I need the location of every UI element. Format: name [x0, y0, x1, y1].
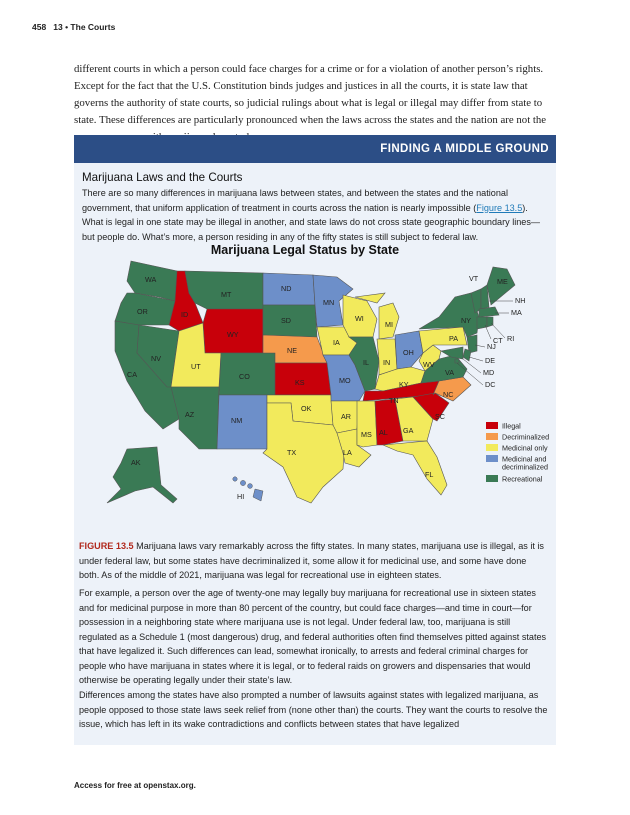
label-CT: CT	[493, 336, 503, 345]
legend-label-recreational: Recreational	[502, 474, 543, 484]
label-ND: ND	[281, 284, 292, 293]
legend-item-illegal	[486, 422, 521, 431]
legend-item-decriminalized	[486, 433, 549, 442]
label-NJ: NJ	[487, 342, 496, 351]
label-OR: OR	[137, 307, 148, 316]
state-CT	[477, 317, 487, 329]
running-header	[32, 22, 115, 32]
label-MA: MA	[511, 308, 522, 317]
state-ME	[487, 267, 515, 305]
p1-text-end: ). What is legal in one state may be illegal in another, and state laws do not cross state geographic boundary lines—but people do. What’s more, a person residing in any of the fifty states is still subject to federal law.	[82, 202, 540, 242]
feature-paragraph-2: For example, a person over the age of twenty-one may legally buy marijuana for recreational use in sixteen states and for medicinal purpose in more than 80 percent of the country, but could face charges—and time in court—for possession in a neighboring state where marijuana use is not legal. Under federal law, too, marijuana is still regulated as a Schedule 1 (most dangerous) drug, and federal authorities often find themselves pitted against states that have legalized it. Such differences can lead, somewhat ironically, to arrests and federal criminal charges for people who have marijuana in states where it is legal, or to federal raids on growers and dispensaries that would otherwise be operating legally under their state’s law.	[79, 588, 547, 685]
label-MN: MN	[323, 298, 335, 307]
state-MA	[479, 307, 499, 317]
label-NV: NV	[151, 354, 161, 363]
label-GA: GA	[403, 426, 414, 435]
state-MD	[441, 347, 463, 359]
state-DC	[455, 359, 459, 363]
label-CO: CO	[239, 372, 250, 381]
state-IN	[377, 339, 397, 375]
label-TN: TN	[389, 396, 399, 405]
label-PA: PA	[449, 334, 459, 343]
state-AK	[107, 447, 177, 503]
label-FL: FL	[425, 470, 434, 479]
state-FL	[383, 441, 447, 495]
label-WV: WV	[423, 360, 435, 369]
label-WY: WY	[227, 330, 239, 339]
label-LA: LA	[343, 448, 352, 457]
p1-text: There are so many differences in marijuana laws between states, and between the states and the national government, that uniform application of treatment in courts across the nation is nearly impossible (	[82, 188, 508, 213]
legend-label-decriminalized-2: decriminalized	[502, 462, 548, 472]
label-MO: MO	[339, 376, 351, 385]
state-DE	[463, 349, 471, 361]
label-OH: OH	[403, 348, 414, 357]
label-ME: ME	[497, 277, 508, 286]
label-WI: WI	[355, 314, 364, 323]
figure-caption-label: FIGURE 13.5	[79, 541, 134, 551]
label-DE: DE	[485, 356, 495, 365]
legend-item-recreational	[486, 475, 543, 484]
label-SD: SD	[281, 316, 291, 325]
figure-link[interactable]: Figure 13.5	[476, 202, 523, 213]
map-legend	[486, 422, 549, 484]
label-ID: ID	[181, 310, 189, 319]
label-RI: RI	[507, 334, 515, 343]
label-AZ: AZ	[185, 410, 195, 419]
state-MS	[357, 401, 377, 447]
label-KY: KY	[399, 380, 409, 389]
label-NC: NC	[443, 390, 454, 399]
label-NH: NH	[515, 296, 526, 305]
label-DC: DC	[485, 380, 496, 389]
feature-title: Marijuana Laws and the Courts	[82, 171, 243, 184]
label-IA: IA	[333, 338, 340, 347]
page-number: 458	[32, 22, 47, 32]
label-UT: UT	[191, 362, 201, 371]
feature-paragraph-1	[82, 186, 547, 244]
legend-label-medicinal-and: Medicinal and	[502, 454, 547, 464]
label-KS: KS	[295, 378, 305, 387]
feature-banner	[74, 135, 556, 163]
label-AK: AK	[131, 458, 141, 467]
label-NE: NE	[287, 346, 297, 355]
feature-banner-title: FINDING A MIDDLE GROUND	[380, 143, 549, 155]
label-VT: VT	[469, 274, 479, 283]
feature-box	[74, 135, 556, 745]
label-AR: AR	[341, 412, 351, 421]
intro-paragraph: different courts in which a person could face charges for a crime or for a violation of another person’s rights. Except for the fact that the U.S. Constitution binds judges and justices in all the courts, it is state law that governs the authority of state courts, so judicial rulings about what is legal or illegal may differ from state to state. These differences are particularly pronounced when the laws across the states and the nation are not the	[74, 63, 547, 127]
chapter-title: 13 • The Courts	[53, 22, 116, 32]
label-SC: SC	[435, 412, 445, 421]
label-NY: NY	[461, 316, 471, 325]
feature-paragraph-3: Differences among the states have also prompted a number of lawsuits against states with legalized marijuana, as people opposed to those state laws seek relief from (none other than) the courts. They want the courts to resolve the issue, which has left in its wake contradictions and conflicts between states that have legalized	[79, 690, 548, 729]
label-CA: CA	[127, 370, 137, 379]
label-TX: TX	[287, 448, 297, 457]
label-IL: IL	[363, 358, 369, 367]
label-MS: MS	[361, 430, 372, 439]
mainland-map	[115, 261, 515, 503]
figure-caption-text: Marijuana laws vary remarkably across the fifty states. In many states, marijuana use is illegal, as it is under federal law, but some states have decriminalized it, some allow it for medicinal use, and some have done both. As of the middle of 2021, marijuana was legal for recreational use in eighteen states.	[79, 541, 544, 580]
legend-label-illegal: Illegal	[502, 421, 521, 431]
label-WA: WA	[145, 275, 157, 284]
label-MI: MI	[385, 320, 393, 329]
label-NM: NM	[231, 416, 243, 425]
label-HI: HI	[237, 492, 245, 501]
marijuana-map	[87, 241, 550, 529]
label-MT: MT	[221, 290, 232, 299]
legend-item-medicinal-and-decriminalized	[486, 455, 548, 472]
legend-label-decriminalized: Decriminalized	[502, 432, 550, 442]
state-RI	[487, 317, 493, 327]
footer: Access for free at openstax.org.	[74, 781, 196, 790]
label-AL: AL	[379, 428, 388, 437]
label-VA: VA	[445, 368, 455, 377]
legend-item-medicinal-only	[486, 444, 548, 453]
label-IN: IN	[383, 358, 391, 367]
map-title: Marijuana Legal Status by State	[210, 243, 400, 257]
label-MD: MD	[483, 368, 495, 377]
figure-caption	[79, 539, 549, 583]
label-OK: OK	[301, 404, 312, 413]
legend-label-medicinal-only: Medicinal only	[502, 443, 548, 453]
